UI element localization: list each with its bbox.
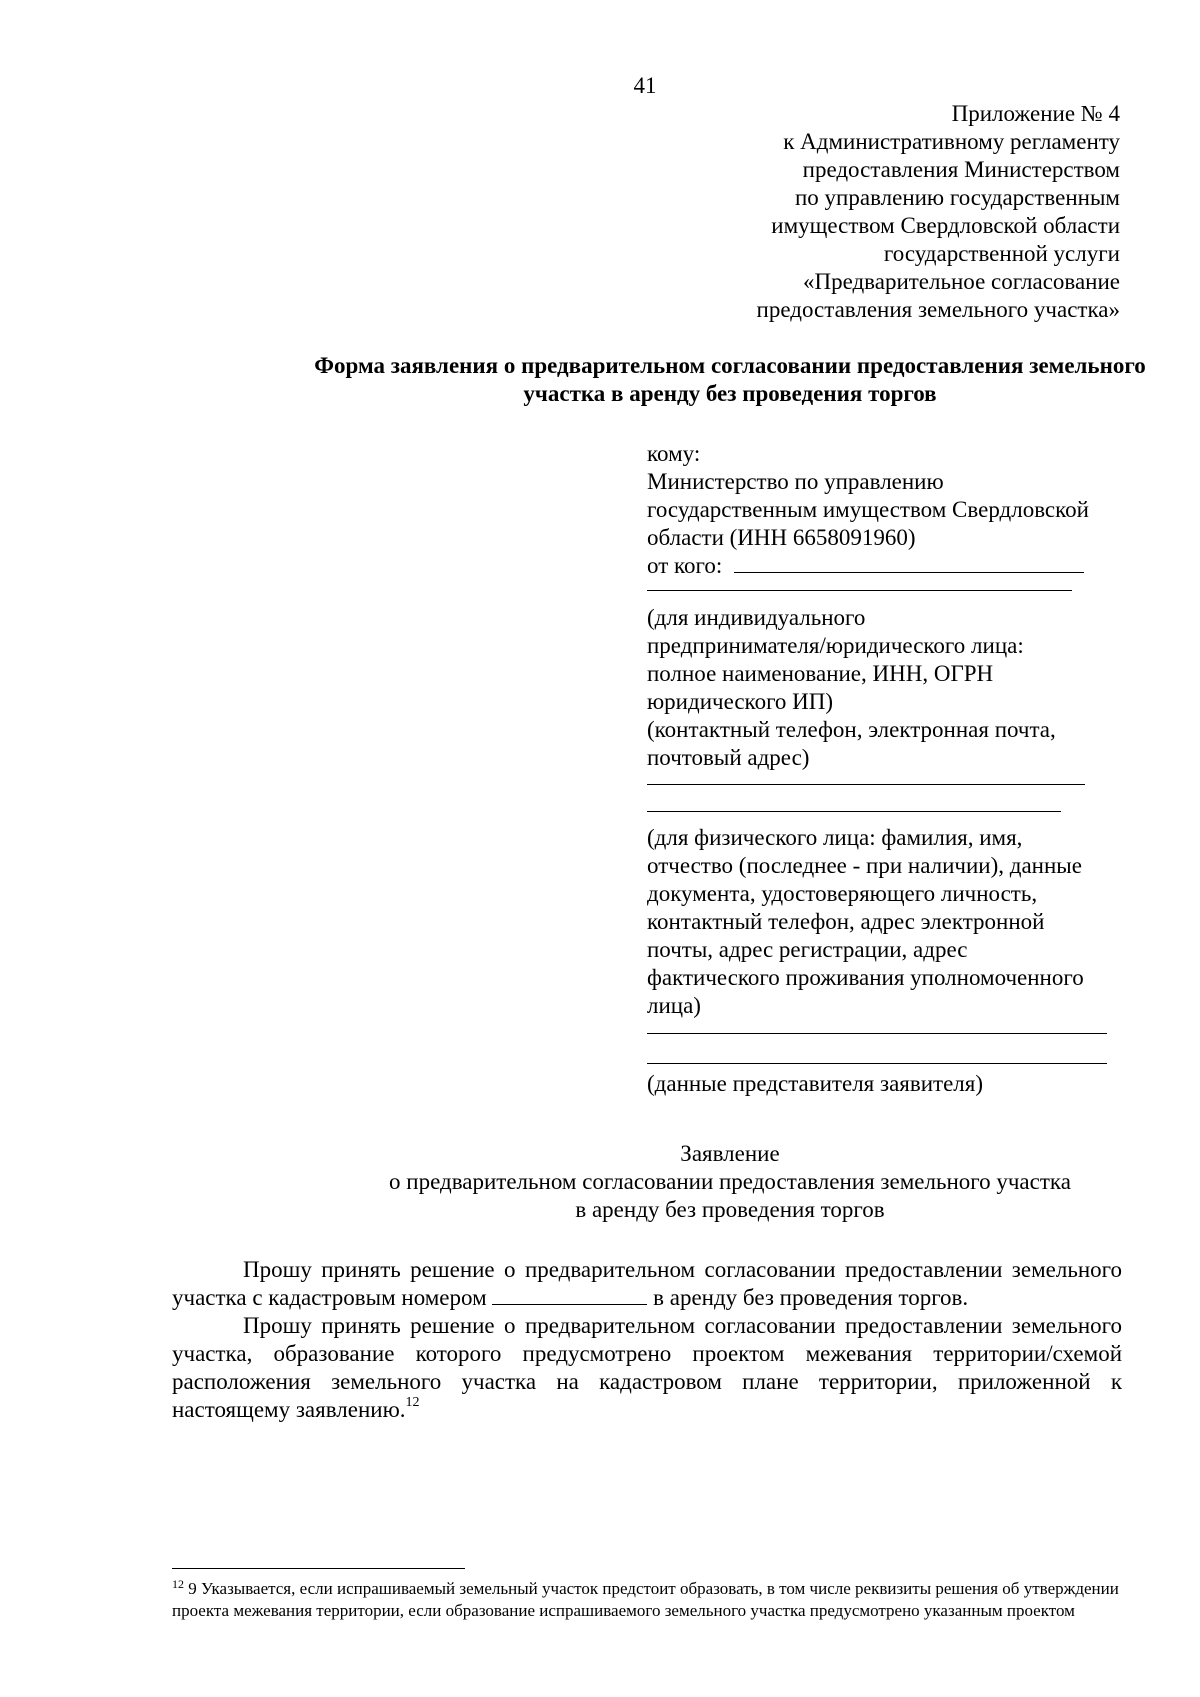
cadastral-number-field[interactable] xyxy=(492,1284,647,1305)
individual-fill-line[interactable] xyxy=(647,1033,1107,1034)
statement-title-line: в аренду без проведения торгов xyxy=(575,1197,885,1222)
appendix-line: Приложение № 4 xyxy=(951,101,1120,126)
individual-hint-line: фактического проживания уполномоченного xyxy=(647,965,1084,990)
individual-hint-line: лица) xyxy=(647,993,701,1018)
to-line: области (ИНН 6658091960) xyxy=(647,525,916,550)
footnote-divider xyxy=(172,1568,465,1569)
appendix-line: к Административному регламенту xyxy=(783,129,1120,154)
from-fill-line[interactable] xyxy=(734,552,1084,573)
statement-body xyxy=(172,1256,1122,1424)
individual-hint-line: (для физического лица: фамилия, имя, xyxy=(647,825,1023,850)
appendix-header xyxy=(757,100,1120,324)
statement-title xyxy=(170,1140,1200,1224)
addressee-block xyxy=(647,440,1127,1098)
entrepreneur-hint-line: юридического ИП) xyxy=(647,689,834,714)
form-title xyxy=(170,352,1200,408)
entrepreneur-fill-line[interactable] xyxy=(647,784,1085,785)
entrepreneur-hint-line: полное наименование, ИНН, ОГРН xyxy=(647,661,994,686)
paragraph-2-text: Прошу принять решение о предварительном согласовании предоставлении земельного участка, образование которого предусмотрено проектом межевания территории/схемой расположения земельного участка на кадастровом плане территории, приложенной к настоящему заявлению. xyxy=(172,1313,1122,1422)
statement-title-line: Заявление xyxy=(680,1141,780,1166)
appendix-line: предоставления земельного участка» xyxy=(756,297,1120,322)
from-row xyxy=(647,552,1127,580)
paragraph-1-end: в аренду без проведения торгов. xyxy=(653,1285,969,1310)
to-line: государственным имуществом Свердловской xyxy=(647,497,1089,522)
individual-hint-line: документа, удостоверяющего личность, xyxy=(647,881,1038,906)
page-number: 41 xyxy=(633,73,657,98)
entrepreneur-hint-line: (контактный телефон, электронная почта, xyxy=(647,717,1056,742)
appendix-line: государственной услуги xyxy=(883,241,1120,266)
individual-hint-line: контактный телефон, адрес электронной xyxy=(647,909,1045,934)
appendix-line: по управлению государственным xyxy=(795,185,1120,210)
footnote-text: 9 Указывается, если испрашиваемый земельный участок предстоит образовать, в том числе реквизиты решения об утверждении проекта межевания территории, если образование испрашиваемого земельного участка предусмотрено указанным проектом xyxy=(172,1579,1119,1620)
individual-hint-line: отчество (последнее - при наличии), данные xyxy=(647,853,1082,878)
appendix-line: имуществом Свердловской области xyxy=(771,213,1120,238)
individual-hint-line: почты, адрес регистрации, адрес xyxy=(647,937,968,962)
to-line: Министерство по управлению xyxy=(647,469,944,494)
statement-paragraph-2 xyxy=(172,1312,1122,1424)
statement-paragraph-1 xyxy=(172,1256,1122,1312)
form-title-line: участка в аренду без проведения торгов xyxy=(523,381,937,406)
entrepreneur-hint-line: предпринимателя/юридического лица: xyxy=(647,633,1024,658)
appendix-line: «Предварительное согласование xyxy=(802,269,1120,294)
from-label: от кого: xyxy=(647,553,723,578)
appendix-line: предоставления Министерством xyxy=(802,157,1120,182)
entrepreneur-hint-line: почтовый адрес) xyxy=(647,745,810,770)
representative-hint: (данные представителя заявителя) xyxy=(647,1071,984,1096)
footnote xyxy=(172,1578,1122,1622)
to-label: кому: xyxy=(647,441,701,466)
entrepreneur-hint-line: (для индивидуального xyxy=(647,605,866,630)
statement-title-line: о предварительном согласовании предоставления земельного участка xyxy=(389,1169,1071,1194)
form-title-line: Форма заявления о предварительном согласовании предоставления земельного xyxy=(314,353,1146,378)
footnote-reference[interactable]: 12 xyxy=(405,1395,420,1410)
paragraph-1-start: Прошу принять решение о предварительном согласовании предоставлении земельного участка с кадастровым номером xyxy=(172,1257,1122,1310)
footnote-mark: 12 xyxy=(172,1577,184,1591)
